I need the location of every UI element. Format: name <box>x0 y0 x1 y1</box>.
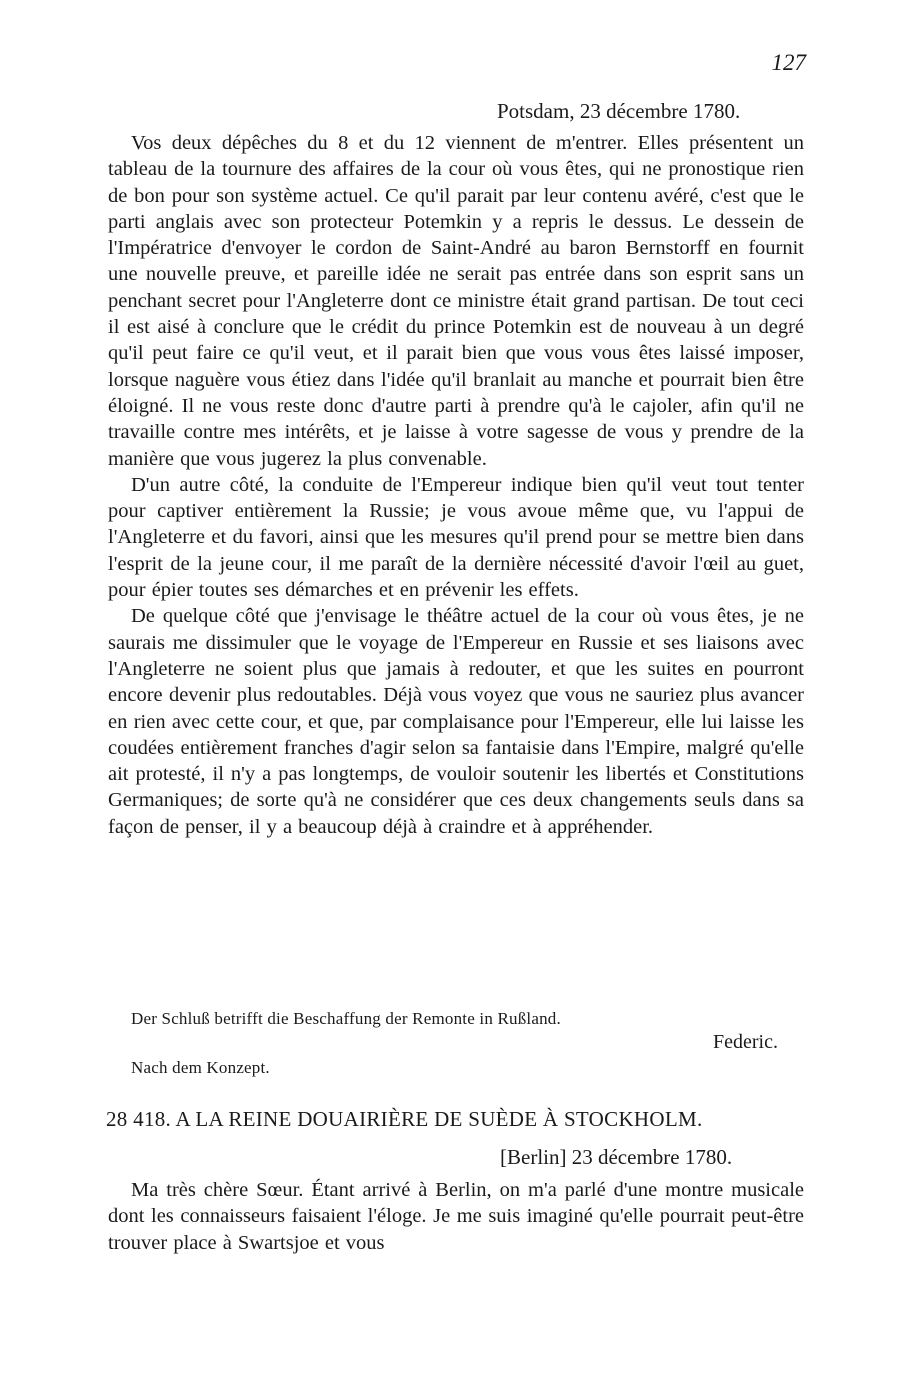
signature: Federic. <box>713 1031 778 1053</box>
closing-note: Der Schluß betrifft die Beschaffung der Remonte in Rußland. <box>131 1009 561 1028</box>
letter-heading: 28 418. A LA REINE DOUAIRIÈRE DE SUÈDE À STOCKHOLM. <box>106 1107 703 1131</box>
letter-body <box>108 1177 804 1256</box>
source-note: Nach dem Konzept. <box>131 1058 270 1077</box>
letter-body <box>108 130 804 840</box>
page-number: 127 <box>771 50 806 75</box>
paragraph: D'un autre côté, la conduite de l'Empereur indique bien qu'il veut tout tenter pour captiver entièrement la Russie; je vous avoue même que, vu l'appui de l'Angleterre et du favori, ainsi que les mesures qu'il prend pour se mettre bien dans l'esprit de la jeune cour, il me paraît de la dernière nécessité d'avoir l'œil au guet, pour épier toutes ses démarches et en prévenir les effets. <box>108 473 804 602</box>
paragraph: De quelque côté que j'envisage le théâtre actuel de la cour où vous êtes, je ne saurais me dissimuler que le voyage de l'Empereur en Russie et ses liaisons avec l'Angleterre ne soient plus que jamais à redouter, et que les suites en pourront encore devenir plus redoutables. Déjà vous voyez que vous ne sauriez plus avancer en rien avec cette cour, et que, par complaisance pour l'Empereur, elle lui laisse les coudées entièrement franches d'agir selon sa fantaisie dans l'Empire, malgré qu'elle ait protesté, il n'y a pas longtemps, de vouloir soutenir les libertés et Constitutions Germaniques; de sorte qu'à ne considérer que ces deux changements seuls dans sa façon de penser, il y a beaucoup déjà à craindre et à appréhender. <box>108 605 804 838</box>
letter-dateline: [Berlin] 23 décembre 1780. <box>500 1145 733 1169</box>
paragraph: Vos deux dépêches du 8 et du 12 viennent de m'entrer. Elles présentent un tableau de la tournure des affaires de la cour où vous êtes, qui ne pronostique rien de bon pour son système actuel. Ce qu'il parait par leur contenu avéré, c'est que le parti anglais avec son protecteur Potemkin y a repris le dessus. Le dessein de l'Impératrice d'envoyer le cordon de Saint-André au baron Bernstorff en fournit une nouvelle preuve, et pareille idée ne serait pas entrée dans son esprit sans un penchant secret pour l'Angleterre dont ce ministre était grand partisan. De tout ceci il est aisé à conclure que le crédit du prince Potemkin est de nouveau à un degré qu'il peut faire ce qu'il veut, et il parait bien que vous vous êtes laissé imposer, lorsque naguère vous étiez dans l'idée qu'il branlait au manche et pourrait bien être éloigné. Il ne vous reste donc d'autre parti à prendre qu'à le cajoler, afin qu'il ne travaille contre mes intérêts, et je laisse à votre sagesse de vous y prendre de la manière que vous jugerez la plus convenable. <box>108 132 804 470</box>
paragraph: Ma très chère Sœur. Étant arrivé à Berlin, on m'a parlé d'une montre musicale dont les connaisseurs faisaient l'éloge. Je me suis imaginé qu'elle pourrait peut-être trouver place à Swartsjoe et vous <box>108 1179 804 1254</box>
letter-dateline: Potsdam, 23 décembre 1780. <box>497 99 741 123</box>
